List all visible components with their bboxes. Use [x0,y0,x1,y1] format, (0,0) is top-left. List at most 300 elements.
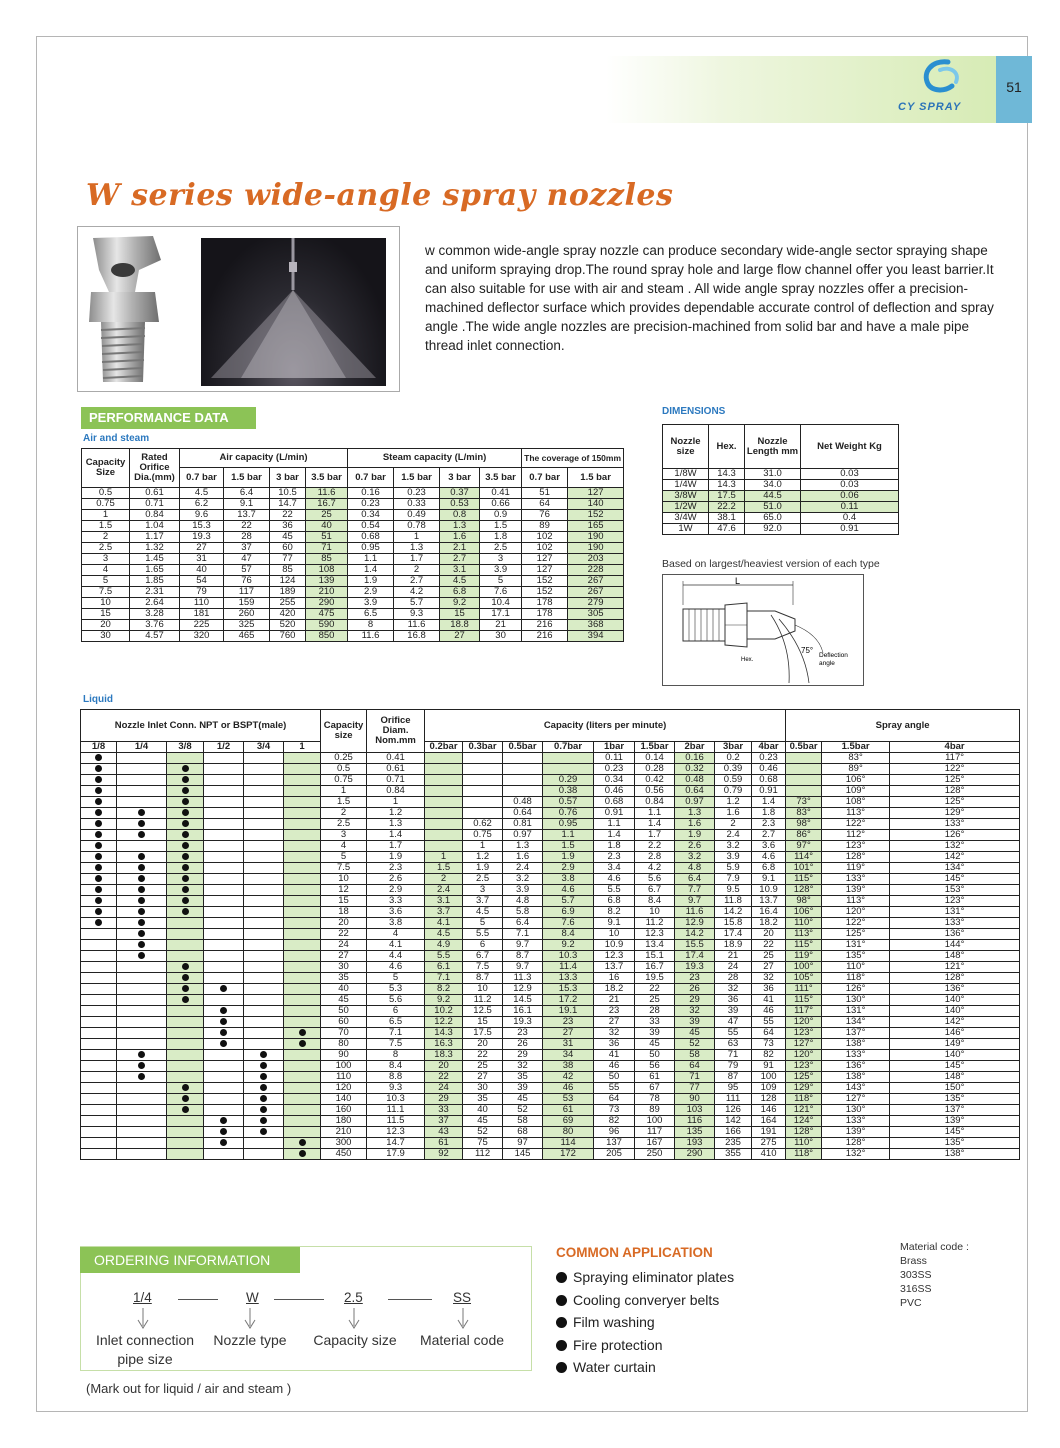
table-cell: 189 [270,587,306,598]
inlet-cell [117,1083,167,1094]
table-cell: 6.5 [348,609,394,620]
bullet-icon [556,1295,567,1306]
table-cell: 1 [367,797,425,808]
inlet-cell [167,918,204,929]
table-cell: 8.4 [543,929,594,940]
dimensions-table [662,424,899,535]
inlet-cell [81,962,117,973]
table-cell: 32 [594,1028,635,1039]
table-cell: 131° [822,1006,890,1017]
inlet-cell [244,1149,284,1160]
table-cell: 61 [543,1105,594,1116]
h-steam-capacity: Steam capacity (L/min) [348,449,522,468]
table-cell: 3.6 [367,907,425,918]
table-cell: 267 [568,576,624,587]
table-cell: 6 [463,940,503,951]
table-cell: 10.2 [425,1006,463,1017]
table-cell: 1.4 [348,565,394,576]
inlet-cell [167,896,204,907]
inlet-cell [204,764,244,775]
table-cell: 149° [890,1039,1020,1050]
table-cell: 2.9 [543,863,594,874]
table-cell [786,786,822,797]
h-dimension: Nozzle size [663,425,709,469]
inlet-cell [244,819,284,830]
table-cell: 0.23 [348,499,394,510]
table-cell: 117° [890,753,1020,764]
table-cell: 39 [635,1028,675,1039]
table-cell: 129° [786,1083,822,1094]
table-cell: 25 [635,995,675,1006]
inlet-cell [244,874,284,885]
table-cell: 27 [463,1072,503,1083]
h-inlet-size: 1 [284,742,321,753]
table-cell: 20 [82,620,130,631]
table-cell: 13.4 [635,940,675,951]
table-cell: 15 [463,1017,503,1028]
table-cell: 255 [270,598,306,609]
table-cell: 3 [463,885,503,896]
inlet-cell [244,918,284,929]
table-cell: 98° [786,896,822,907]
inlet-cell [81,1094,117,1105]
table-cell: 144° [890,940,1020,951]
table-cell: 3/4W [663,513,709,524]
table-cell: 41 [594,1050,635,1061]
table-cell: 124° [786,1116,822,1127]
table-cell: 136° [890,929,1020,940]
table-cell: 133° [822,874,890,885]
table-row [81,1116,1020,1127]
table-cell: 83° [822,753,890,764]
table-cell: 1.3 [394,543,440,554]
inlet-cell [244,764,284,775]
table-cell [786,764,822,775]
table-cell: 123° [890,896,1020,907]
table-row [82,620,624,631]
table-row [81,1006,1020,1017]
table-cell: 14.5 [503,995,543,1006]
inlet-cell [284,1094,321,1105]
inlet-cell [167,808,204,819]
application-item [556,1266,734,1289]
table-cell: 216 [522,631,568,642]
diagram-hex-label: Hex. [741,657,754,663]
table-cell: 73 [594,1105,635,1116]
h-pressure: 2bar [675,742,715,753]
table-cell: 1.32 [130,543,180,554]
table-cell: 82 [594,1116,635,1127]
inlet-cell [284,1072,321,1083]
table-cell: 0.64 [675,786,715,797]
table-cell: 1.9 [675,830,715,841]
inlet-cell [204,1083,244,1094]
table-cell: 6.5 [367,1017,425,1028]
table-row [81,1050,1020,1061]
inlet-cell [204,1039,244,1050]
table-cell: 0.84 [635,797,675,808]
table-cell: 87 [715,1072,752,1083]
table-cell: 228 [568,565,624,576]
dot-icon [138,875,145,882]
table-cell: 127 [568,488,624,499]
inlet-cell [167,940,204,951]
inlet-cell [244,1061,284,1072]
table-cell: 2.64 [130,598,180,609]
inlet-cell [204,1006,244,1017]
inlet-cell [204,907,244,918]
table-cell: 9.1 [594,918,635,929]
inlet-cell [81,1105,117,1116]
table-cell: 6.9 [543,907,594,918]
material-item: PVC [900,1297,922,1309]
dot-icon [95,919,102,926]
table-cell: 180 [321,1116,367,1127]
inlet-cell [244,1105,284,1116]
table-row [81,973,1020,984]
table-cell [503,764,543,775]
table-row [82,488,624,499]
table-row [81,896,1020,907]
table-cell: 12.3 [594,951,635,962]
table-cell: 139° [890,1116,1020,1127]
inlet-cell [117,940,167,951]
table-cell: 64 [752,1028,786,1039]
dot-icon [138,1062,145,1069]
h-spray-pressure: 1.5bar [822,742,890,753]
dot-icon [182,809,189,816]
table-cell: 17.9 [367,1149,425,1160]
dot-icon [260,1051,267,1058]
table-cell: 19.5 [635,973,675,984]
table-cell: 105° [786,973,822,984]
table-row [82,565,624,576]
table-cell: 125° [786,1072,822,1083]
table-cell: 145° [890,874,1020,885]
table-cell: 85 [306,554,348,565]
table-cell: 355 [715,1149,752,1160]
table-cell: 115° [786,874,822,885]
table-cell: 0.68 [348,532,394,543]
table-cell [425,819,463,830]
inlet-cell [284,929,321,940]
table-cell: 3.8 [543,874,594,885]
table-cell: 11.1 [367,1105,425,1116]
table-cell: 15.8 [715,918,752,929]
table-row [81,1138,1020,1149]
h-coverage-pressure: 0.7 bar [522,468,568,488]
table-cell: 8.7 [503,951,543,962]
table-cell: 191 [752,1127,786,1138]
table-cell [425,753,463,764]
table-cell: 2.3 [594,852,635,863]
inlet-cell [167,1094,204,1105]
application-item [556,1334,734,1357]
table-cell: 128° [786,885,822,896]
air-steam-label: Air and steam [83,433,150,444]
table-cell: 164 [752,1116,786,1127]
table-cell: 19.1 [543,1006,594,1017]
h-spray-pressure: 0.5bar [786,742,822,753]
inlet-cell [204,874,244,885]
inlet-cell [204,951,244,962]
table-cell: 35 [463,1094,503,1105]
order-label-inlet-line2: pipe size [117,1351,173,1367]
inlet-cell [204,1017,244,1028]
table-cell: 178 [522,598,568,609]
table-cell: 9.2 [440,598,480,609]
inlet-cell [81,1050,117,1061]
table-cell: 73 [752,1039,786,1050]
inlet-cell [284,1083,321,1094]
table-cell: 20 [752,929,786,940]
table-cell: 210 [321,1127,367,1138]
dot-icon [138,1051,145,1058]
application-item [556,1311,734,1334]
inlet-cell [167,995,204,1006]
table-cell: 38.1 [709,513,745,524]
h-spray-angle: Spray angle [786,710,1020,742]
table-cell: 1.7 [635,830,675,841]
table-cell: 3 [480,554,522,565]
table-cell: 117° [786,1006,822,1017]
table-cell: 27 [321,951,367,962]
dot-icon [260,1062,267,1069]
dot-icon [182,908,189,915]
table-cell: 2 [321,808,367,819]
table-cell: 2.8 [635,852,675,863]
dot-icon [95,886,102,893]
dot-icon [299,1040,306,1047]
table-cell: 7.5 [82,587,130,598]
table-cell: 27 [752,962,786,973]
inlet-cell [81,874,117,885]
table-cell: 3.2 [715,841,752,852]
table-cell: 128° [822,852,890,863]
table-cell: 33 [425,1105,463,1116]
table-cell: 8.7 [463,973,503,984]
table-cell: 0.97 [675,797,715,808]
table-cell: 139 [306,576,348,587]
table-cell: 9.5 [715,885,752,896]
table-cell: 3.1 [440,565,480,576]
table-cell: 178 [522,609,568,620]
table-cell: 100 [321,1061,367,1072]
table-cell: 3.2 [503,874,543,885]
h-inlet-size: 3/8 [167,742,204,753]
table-row [82,598,624,609]
table-cell: 97 [503,1138,543,1149]
table-cell: 145 [503,1149,543,1160]
table-cell: 172 [543,1149,594,1160]
table-cell [463,775,503,786]
dot-icon [220,1040,227,1047]
table-cell: 14.3 [709,469,745,480]
inlet-cell [204,1050,244,1061]
table-cell: 111 [715,1094,752,1105]
table-cell: 51.0 [745,502,801,513]
table-cell: 18.3 [425,1050,463,1061]
table-row [81,984,1020,995]
table-cell: 90 [675,1094,715,1105]
table-cell: 20 [463,1039,503,1050]
table-cell: 123° [786,1061,822,1072]
table-cell: 29 [675,995,715,1006]
inlet-cell [284,808,321,819]
material-item: 303SS [900,1269,932,1281]
dot-icon [220,985,227,992]
inlet-cell [244,753,284,764]
table-cell: 45 [503,1094,543,1105]
inlet-cell [167,775,204,786]
table-row [82,532,624,543]
table-cell: 1W [663,524,709,535]
table-cell: 15 [440,609,480,620]
table-cell: 0.46 [752,764,786,775]
inlet-cell [167,841,204,852]
table-cell: 0.49 [394,510,440,521]
table-cell: 0.84 [130,510,180,521]
table-cell: 167 [635,1138,675,1149]
dot-icon [182,985,189,992]
table-cell: 40 [306,521,348,532]
table-cell: 39 [715,1006,752,1017]
inlet-cell [81,896,117,907]
table-cell: 165 [568,521,624,532]
inlet-cell [204,940,244,951]
table-cell: 19.3 [503,1017,543,1028]
ordering-banner: ORDERING INFORMATION [80,1247,300,1273]
h-pressure: 0.2bar [425,742,463,753]
table-cell: 50 [594,1072,635,1083]
inlet-cell [117,797,167,808]
table-cell: 113° [786,929,822,940]
inlet-cell [117,929,167,940]
order-code-capacity: 2.5 [344,1290,363,1305]
table-row [81,951,1020,962]
table-cell: 0.5 [82,488,130,499]
table-cell [503,786,543,797]
table-cell: 210 [306,587,348,598]
table-cell: 23 [594,1006,635,1017]
application-item-label: Cooling converyer belts [573,1291,720,1308]
table-cell: 28 [715,973,752,984]
dot-icon [138,919,145,926]
inlet-cell [167,1072,204,1083]
inlet-cell [81,775,117,786]
h-inlet-size: 3/4 [244,742,284,753]
table-cell: 41 [752,995,786,1006]
table-cell: 137 [594,1138,635,1149]
table-cell: 36 [752,984,786,995]
inlet-cell [204,995,244,1006]
inlet-cell [284,918,321,929]
table-cell: 71 [715,1050,752,1061]
h-capacity-size: Capacity Size [82,449,130,488]
table-cell: 146° [890,1028,1020,1039]
table-cell: 3.9 [348,598,394,609]
inlet-cell [167,753,204,764]
table-cell: 10 [463,984,503,995]
inlet-cell [81,819,117,830]
table-cell: 4 [82,565,130,576]
table-cell: 11.3 [503,973,543,984]
table-cell: 50 [635,1050,675,1061]
table-cell: 109 [752,1083,786,1094]
table-cell: 850 [306,631,348,642]
table-cell [463,786,503,797]
table-cell: 126 [715,1105,752,1116]
table-row [663,513,899,524]
inlet-cell [244,1138,284,1149]
table-cell: 2.3 [752,819,786,830]
table-cell: 116 [675,1116,715,1127]
inlet-cell [284,962,321,973]
table-cell: 3.7 [425,907,463,918]
table-cell [425,830,463,841]
table-cell: 7.1 [367,1028,425,1039]
table-cell: 0.54 [348,521,394,532]
dot-icon [182,886,189,893]
inlet-cell [117,1094,167,1105]
dot-icon [182,842,189,849]
order-code-material: SS [453,1290,472,1305]
inlet-cell [81,1127,117,1138]
table-cell: 64 [594,1094,635,1105]
table-row [81,786,1020,797]
inlet-cell [167,1017,204,1028]
bullet-icon [556,1340,567,1351]
table-cell: 8.8 [367,1072,425,1083]
table-cell: 4 [321,841,367,852]
table-cell: 0.14 [635,753,675,764]
table-cell: 148° [890,951,1020,962]
inlet-cell [204,775,244,786]
table-cell: 4.1 [367,940,425,951]
inlet-cell [284,973,321,984]
table-cell: 45 [270,532,306,543]
table-cell [463,764,503,775]
dot-icon [260,1084,267,1091]
table-cell: 3.4 [594,863,635,874]
inlet-cell [81,940,117,951]
table-cell: 420 [270,609,306,620]
dot-icon [260,1095,267,1102]
table-cell: 2.4 [715,830,752,841]
inlet-cell [284,1061,321,1072]
table-row [81,753,1020,764]
table-cell: 23 [543,1017,594,1028]
table-row [81,907,1020,918]
inlet-cell [284,1138,321,1149]
inlet-cell [81,841,117,852]
inlet-cell [284,786,321,797]
table-cell: 52 [463,1127,503,1138]
table-cell: 148° [890,1072,1020,1083]
inlet-cell [284,907,321,918]
table-cell: 760 [270,631,306,642]
inlet-cell [244,863,284,874]
table-cell: 4.6 [543,885,594,896]
table-cell: 55 [715,1028,752,1039]
table-cell: 25 [463,1061,503,1072]
inlet-cell [117,1116,167,1127]
table-row [82,554,624,565]
table-cell: 4.2 [394,587,440,598]
table-cell: 58 [503,1116,543,1127]
table-cell: 235 [715,1138,752,1149]
table-cell: 110 [321,1072,367,1083]
